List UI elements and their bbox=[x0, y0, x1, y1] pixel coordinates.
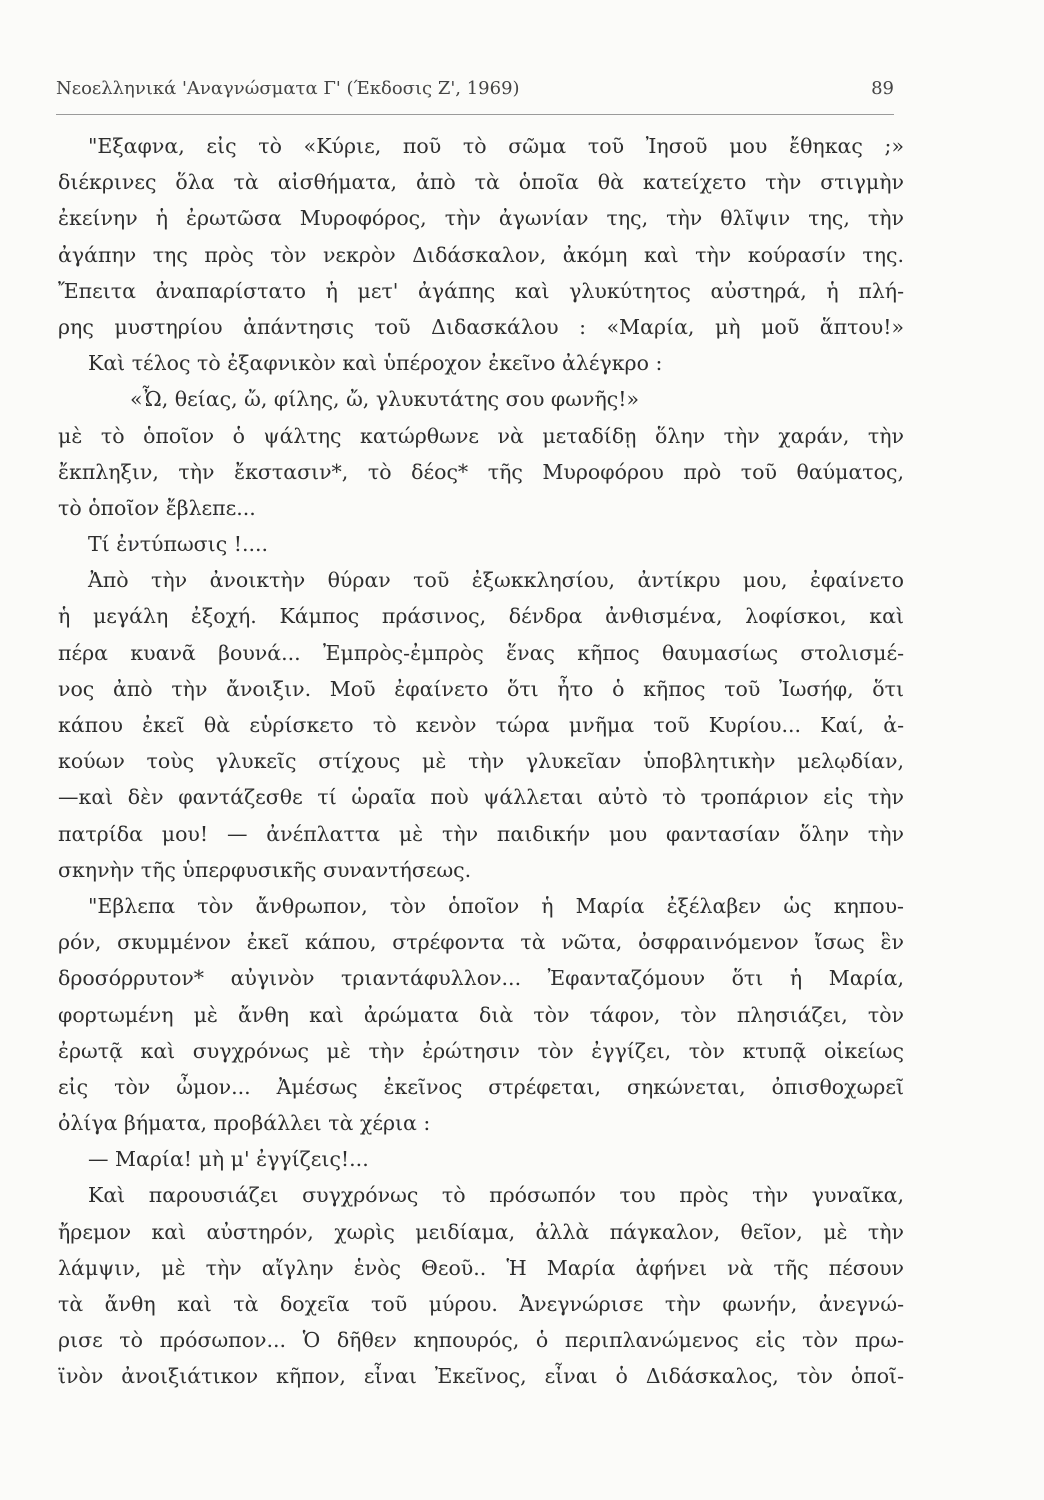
text-line: "Εβλεπα τὸν ἄνθρωπον, τὸν ὁποῖον ἡ Μαρία ἐξέλαβεν ὡς κηπου- bbox=[88, 893, 904, 918]
text-line: Καὶ παρουσιάζει συγχρόνως τὸ πρόσωπόν του πρὸς τὴν γυναῖκα, bbox=[88, 1183, 904, 1208]
page-header bbox=[56, 74, 894, 115]
text-line: ρόν, σκυμμένον ἐκεῖ κάπου, στρέφοντα τὰ νῶτα, ὀσφραινόμενον ἴσως ἓν bbox=[58, 930, 904, 955]
text-line: εἰς τὸν ὦμον... Ἀμέσως ἐκεῖνος στρέφεται, σηκώνεται, ὀπισθοχωρεῖ bbox=[58, 1074, 904, 1099]
text-line: νος ἀπὸ τὴν ἄνοιξιν. Μοῦ ἐφαίνετο ὅτι ἦτο ὁ κῆπος τοῦ Ἰωσήφ, ὅτι bbox=[58, 676, 904, 701]
text-line: ρισε τὸ πρόσωπον... Ὁ δῆθεν κηπουρός, ὁ περιπλανώμενος εἰς τὸν πρω- bbox=[58, 1328, 904, 1353]
text-line: ϊνὸν ἀνοιξιάτικον κῆπον, εἶναι Ἐκεῖνος, εἶναι ὁ Διδάσκαλος, τὸν ὁποῖ- bbox=[58, 1364, 904, 1389]
text-line: "Εξαφνα, εἰς τὸ «Κύριε, ποῦ τὸ σῶμα τοῦ Ἰησοῦ μου ἔθηκας ;» bbox=[88, 134, 904, 158]
text-line: δροσόρρυτον* αὐγινὸν τριαντάφυλλον... Ἐφανταζόμουν ὅτι ἡ Μαρία, bbox=[58, 966, 904, 991]
text-line: ἤρεμον καὶ αὐστηρόν, χωρὶς μειδίαμα, ἀλλὰ πάγκαλον, θεῖον, μὲ τὴν bbox=[58, 1219, 904, 1244]
text-line: κούων τοὺς γλυκεῖς στίχους μὲ τὴν γλυκεῖαν ὑποβλητικὴν μελῳδίαν, bbox=[58, 749, 904, 774]
text-line: Ἔπειτα ἀναπαρίστατο ἡ μετ' ἀγάπης καὶ γλυκύτητος αὐστηρά, ἡ πλή- bbox=[58, 278, 904, 303]
text-line: —καὶ δὲν φαντάζεσθε τί ὡραῖα ποὺ ψάλλεται αὐτὸ τὸ τροπάριον εἰς τὴν bbox=[58, 785, 904, 810]
text-line: Τί ἐντύπωσις !.... bbox=[88, 532, 269, 557]
text-line: διέκρινες ὅλα τὰ αἰσθήματα, ἀπὸ τὰ ὁποῖα θὰ κατείχετο τὴν στιγμὴν bbox=[58, 170, 904, 195]
text-line: ἐρωτᾷ καὶ συγχρόνως μὲ τὴν ἐρώτησιν τὸν ἐγγίζει, τὸν κτυπᾷ οἰκείως bbox=[58, 1038, 904, 1063]
text-line: λάμψιν, μὲ τὴν αἴγλην ἑνὸς Θεοῦ.. Ἡ Μαρία ἀφήνει νὰ τῆς πέσουν bbox=[58, 1255, 904, 1280]
text-line: ἔκπληξιν, τὴν ἔκστασιν*, τὸ δέος* τῆς Μυροφόρου πρὸ τοῦ θαύματος, bbox=[58, 459, 904, 484]
text-line: πατρίδα μου! — ἀνέπλαττα μὲ τὴν παιδικήν μου φαντασίαν ὅλην τὴν bbox=[58, 821, 904, 846]
text-line: ὀλίγα βήματα, προβάλλει τὰ χέρια : bbox=[58, 1111, 431, 1136]
text-line: τὰ ἄνθη καὶ τὰ δοχεῖα τοῦ μύρου. Ἀνεγνώρισε τὴν φωνήν, ἀνεγνώ- bbox=[58, 1292, 904, 1316]
running-title: Νεοελληνικά 'Αναγνώσματα Γ' (Έκδοσις Ζ', 1969) bbox=[56, 78, 520, 99]
text-line: Καὶ τέλος τὸ ἐξαφνικὸν καὶ ὑπέροχον ἐκεῖνο ἀλέγκρο : bbox=[88, 351, 663, 376]
body-text bbox=[58, 128, 904, 1395]
text-line: πέρα κυανᾶ βουνά... Ἐμπρὸς-ἐμπρὸς ἕνας κῆπος θαυμασίως στολισμέ- bbox=[58, 640, 904, 665]
text-line: φορτωμένη μὲ ἄνθη καὶ ἀρώματα διὰ τὸν τάφον, τὸν πλησιάζει, τὸν bbox=[58, 1002, 904, 1027]
text-line: ἀγάπην της πρὸς τὸν νεκρὸν Διδάσκαλον, ἀκόμη καὶ τὴν κούρασίν της. bbox=[58, 242, 904, 267]
text-line: τὸ ὁποῖον ἔβλεπε... bbox=[58, 495, 256, 520]
text-line: ἡ μεγάλη ἐξοχή. Κάμπος πράσινος, δένδρα ἀνθισμένα, λοφίσκοι, καὶ bbox=[58, 604, 904, 629]
text-line: — Μαρία! μὴ μ' ἐγγίζεις!... bbox=[88, 1147, 369, 1172]
text-line: Ἀπὸ τὴν ἀνοικτὴν θύραν τοῦ ἐξωκκλησίου, ἀντίκρυ μου, ἐφαίνετο bbox=[88, 568, 904, 593]
text-line: κάπου ἐκεῖ θὰ εὑρίσκετο τὸ κενὸν τώρα μνῆμα τοῦ Κυρίου... Καί, ἀ- bbox=[58, 713, 904, 737]
text-line: σκηνὴν τῆς ὑπερφυσικῆς συναντήσεως. bbox=[58, 857, 472, 882]
text-line: ρης μυστηρίου ἀπάντησις τοῦ Διδασκάλου : «Μαρία, μὴ μοῦ ἅπτου!» bbox=[58, 314, 904, 339]
verse-quote: «Ὦ, θείας, ὤ, φίλης, ὤ, γλυκυτάτης σου φωνῆς!» bbox=[130, 387, 640, 412]
text-line: μὲ τὸ ὁποῖον ὁ ψάλτης κατώρθωνε νὰ μεταδίδῃ ὅλην τὴν χαράν, τὴν bbox=[58, 423, 904, 448]
page-number: 89 bbox=[871, 78, 894, 99]
text-line: ἐκείνην ἡ ἐρωτῶσα Μυροφόρος, τὴν ἀγωνίαν της, τὴν θλῖψιν της, τὴν bbox=[58, 206, 904, 231]
